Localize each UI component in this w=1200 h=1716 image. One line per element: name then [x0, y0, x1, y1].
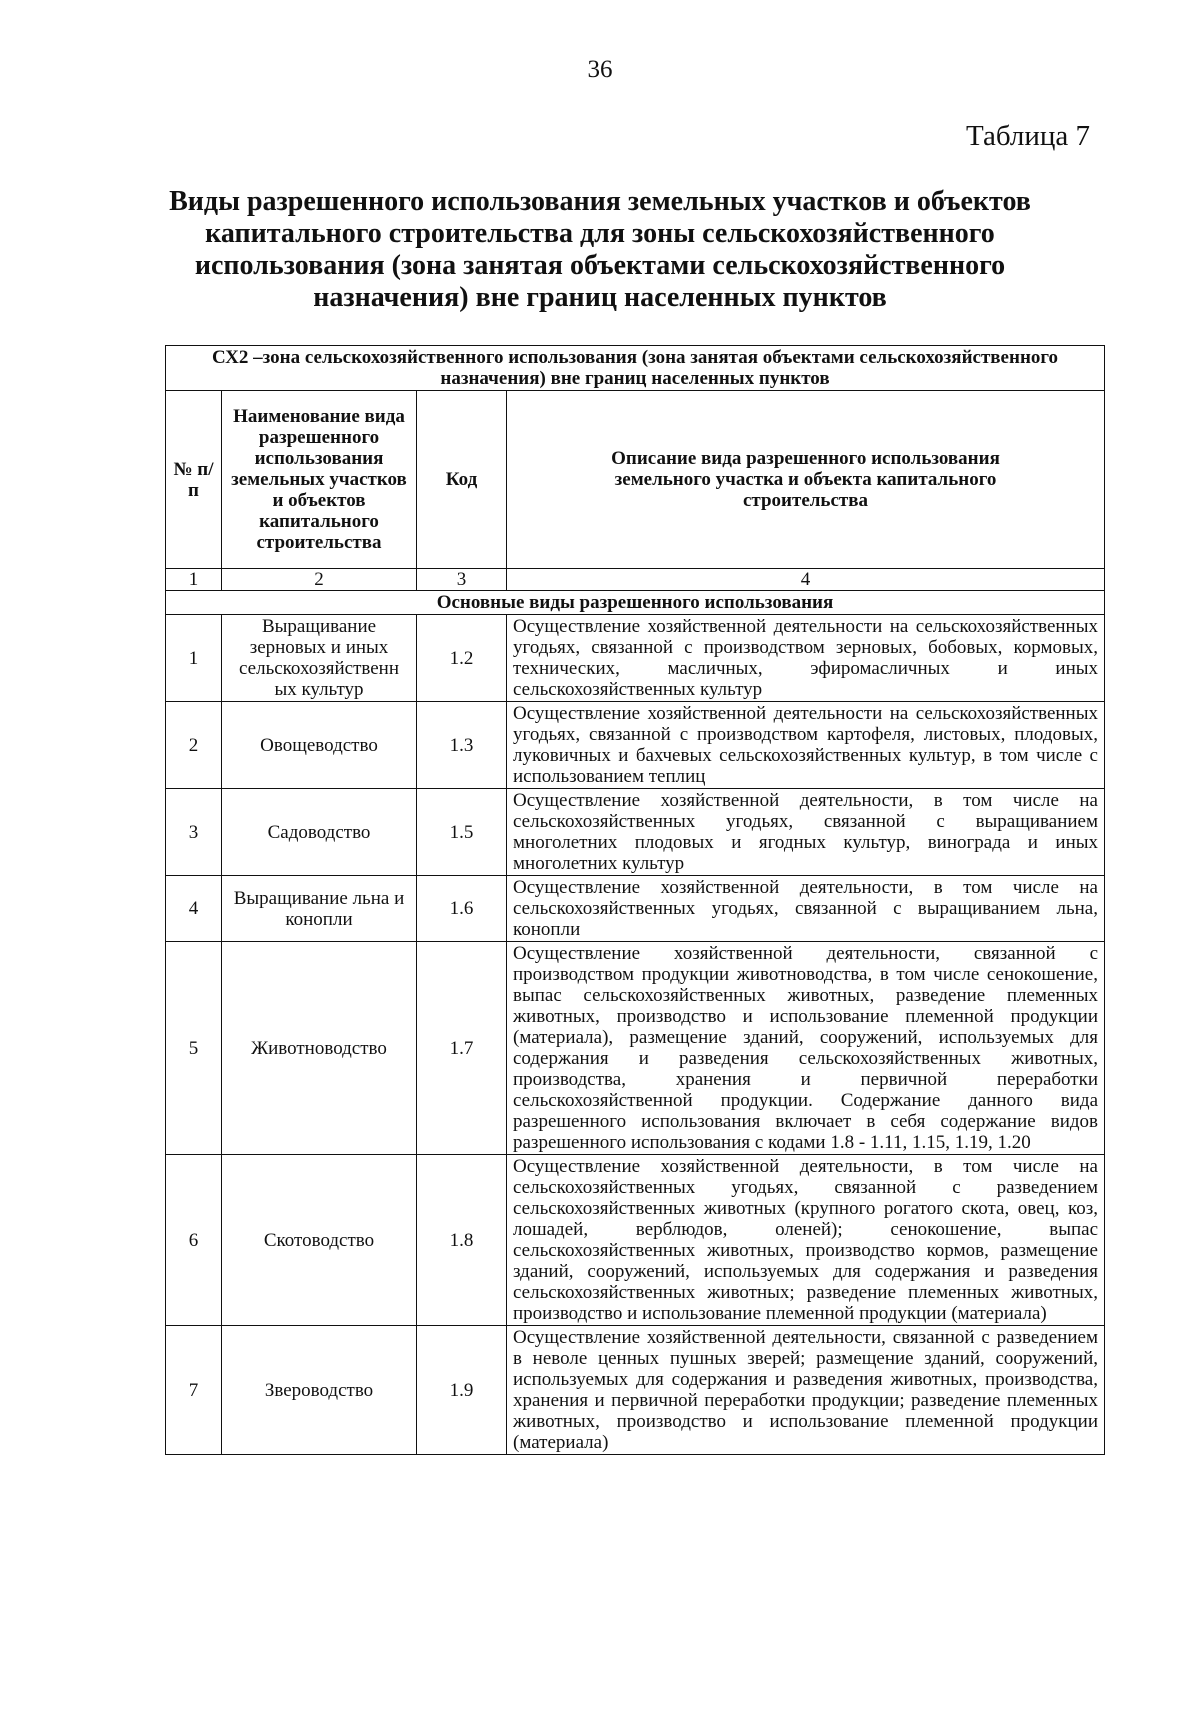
zone-header: СХ2 –зона сельскохозяйственного использования (зона занятая объектами сельскохозяйственного назначения) вне границ населенных пунктов	[166, 346, 1105, 391]
row-desc: Осуществление хозяйственной деятельности, связанной с разведением в неволе ценных пушных зверей; размещение зданий, сооружений, используемых для содержания и разведения животных, производства, хранения и первичной переработки продукции; разведение племенных животных, производство и использование племенной продукции (материала)	[507, 1326, 1105, 1455]
header-num: № п/п	[166, 391, 222, 569]
page-number: 36	[587, 56, 613, 83]
row-code: 1.8	[417, 1155, 507, 1326]
header-desc: Описание вида разрешенного использования земельного участка и объекта капитального строительства	[507, 391, 1105, 569]
column-number: 4	[507, 569, 1105, 591]
row-code: 1.9	[417, 1326, 507, 1455]
column-number: 1	[166, 569, 222, 591]
row-num: 7	[166, 1326, 222, 1455]
table-row	[166, 942, 1105, 1155]
row-num: 1	[166, 615, 222, 702]
row-name: Звероводство	[222, 1326, 417, 1455]
row-code: 1.7	[417, 942, 507, 1155]
row-num: 4	[166, 876, 222, 942]
header-code: Код	[417, 391, 507, 569]
header-name: Наименование вида разрешенного использования земельных участков и объектов капитального строительства	[222, 391, 417, 569]
row-num: 6	[166, 1155, 222, 1326]
document-title: Виды разрешенного использования земельных участков и объектов капитального строительства для зоны сельскохозяйственного использования (зона занятая объектами сельскохозяйственного назначения) вне границ населенных пунктов	[169, 186, 1031, 313]
section-row	[166, 591, 1105, 615]
table-row	[166, 702, 1105, 789]
row-name: Садоводство	[222, 789, 417, 876]
row-num: 2	[166, 702, 222, 789]
table-row	[166, 876, 1105, 942]
row-code: 1.2	[417, 615, 507, 702]
column-number-row	[166, 569, 1105, 591]
row-desc: Осуществление хозяйственной деятельности на сельскохозяйственных угодьях, связанной с производством картофеля, листовых, плодовых, луковичных и бахчевых сельскохозяйственных культур, в том числе с использованием теплиц	[507, 702, 1105, 789]
column-header-row	[166, 391, 1105, 569]
row-num: 3	[166, 789, 222, 876]
table-label: Таблица 7	[965, 120, 1090, 152]
table-row	[166, 615, 1105, 702]
table-row	[166, 1155, 1105, 1326]
table-row	[166, 789, 1105, 876]
row-desc: Осуществление хозяйственной деятельности, связанной с производством продукции животноводства, в том числе сенокошение, выпас сельскохозяйственных животных, разведение племенных животных, производство и использование племенной продукции (материала), размещение зданий, сооружений, используемых для содержания и разведения сельскохозяйственных животных, производства, хранения и первичной переработки сельскохозяйственной продукции. Содержание данного вида разрешенного использования включает в себя содержание видов разрешенного использования с кодами 1.8 - 1.11, 1.15, 1.19, 1.20	[507, 942, 1105, 1155]
table-row	[166, 1326, 1105, 1455]
row-name: Выращивание зерновых и иных сельскохозяйственн ых культур	[222, 615, 417, 702]
row-name: Овощеводство	[222, 702, 417, 789]
row-name: Скотоводство	[222, 1155, 417, 1326]
row-num: 5	[166, 942, 222, 1155]
row-code: 1.6	[417, 876, 507, 942]
row-desc: Осуществление хозяйственной деятельности на сельскохозяйственных угодьях, связанной с производством зерновых, бобовых, кормовых, технических, масличных, эфиромасличных и иных сельскохозяйственных культур	[507, 615, 1105, 702]
column-number: 3	[417, 569, 507, 591]
row-code: 1.3	[417, 702, 507, 789]
row-desc: Осуществление хозяйственной деятельности, в том числе на сельскохозяйственных угодьях, связанной с выращиванием льна, конопли	[507, 876, 1105, 942]
column-number: 2	[222, 569, 417, 591]
row-code: 1.5	[417, 789, 507, 876]
section-title: Основные виды разрешенного использования	[166, 591, 1105, 615]
row-name: Животноводство	[222, 942, 417, 1155]
land-use-table	[165, 345, 1105, 1455]
zone-header-row	[166, 346, 1105, 391]
row-desc: Осуществление хозяйственной деятельности, в том числе на сельскохозяйственных угодьях, связанной с разведением сельскохозяйственных животных (крупного рогатого скота, овец, коз, лошадей, верблюдов, оленей); сенокошение, выпас сельскохозяйственных животных, производство кормов, размещение зданий, сооружений, используемых для содержания и разведения сельскохозяйственных животных; разведение племенных животных, производство и использование племенной продукции (материала)	[507, 1155, 1105, 1326]
row-desc: Осуществление хозяйственной деятельности, в том числе на сельскохозяйственных угодьях, связанной с выращиванием многолетних плодовых и ягодных культур, винограда и иных многолетних культур	[507, 789, 1105, 876]
row-name: Выращивание льна и конопли	[222, 876, 417, 942]
